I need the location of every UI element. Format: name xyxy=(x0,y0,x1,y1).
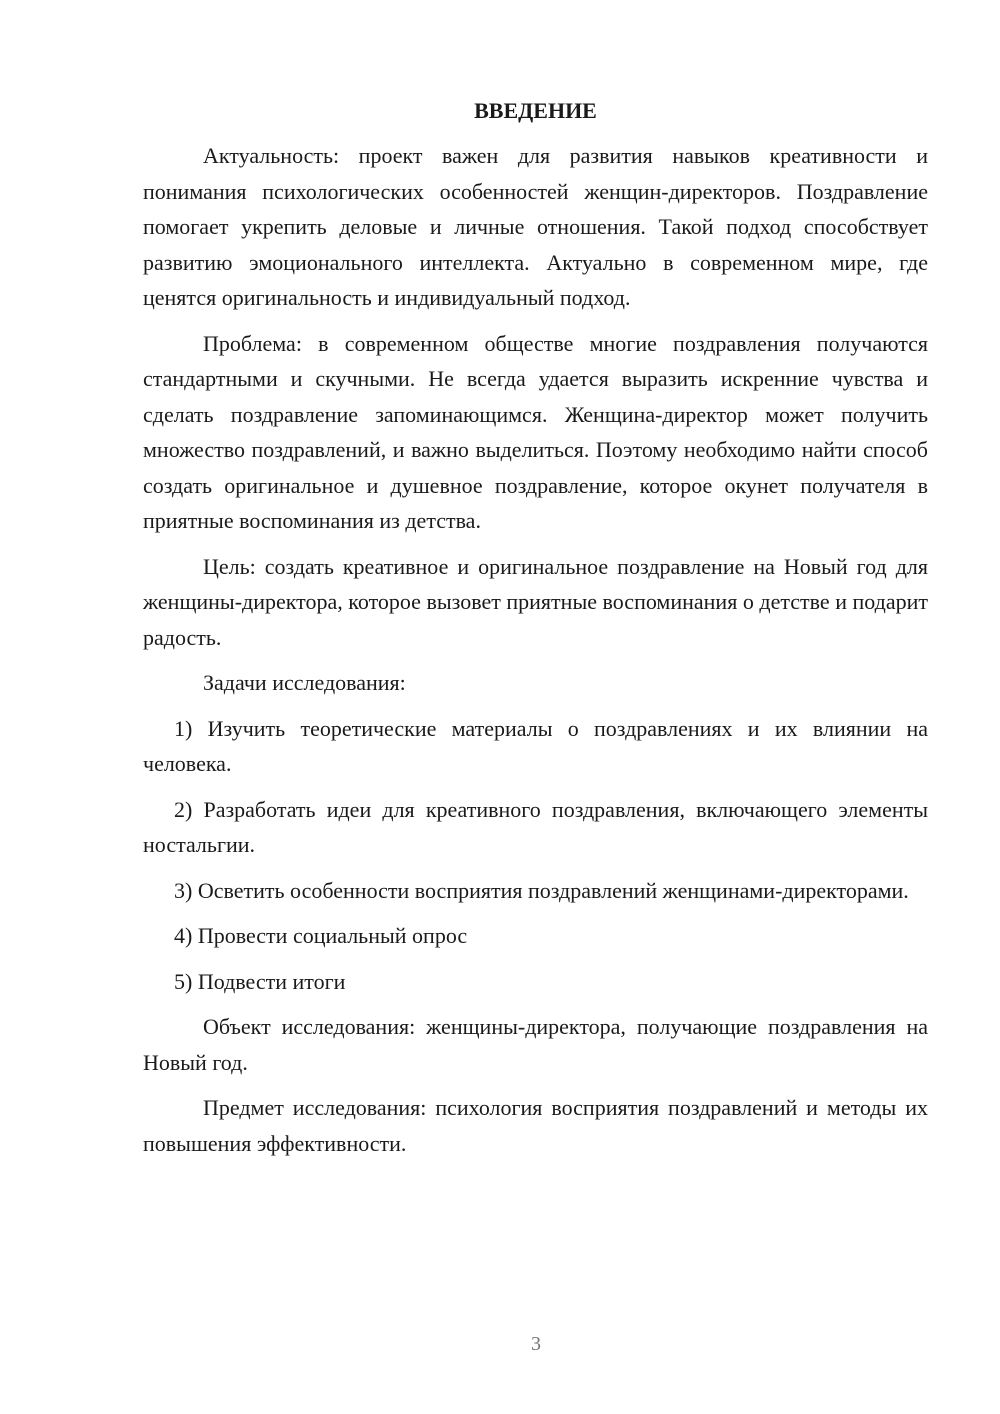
task-item-1: 1) Изучить теоретические материалы о поздравлениях и их влиянии на человека. xyxy=(143,715,928,776)
paragraph-problem: Проблема: в современном обществе многие поздравления получаются стандартными и скучными. Не всегда удается выразить искренние чувства и сделать поздравление запоминающимся. Женщина-директор может получить множество поздравлений, и важно выделиться. Поэтому необходимо найти способ создать оригинальное и душевное поздравление, которое окунет получателя в приятные воспоминания из детства. xyxy=(143,330,928,533)
paragraph-relevance: Актуальность: проект важен для развития навыков креативности и понимания психологических особенностей женщин-директоров. Поздравление помогает укрепить деловые и личные отношения. Такой подход способствует развитию эмоционального интеллекта. Актуально в современном мире, где ценятся оригинальность и индивидуальный подход. xyxy=(143,143,928,310)
task-item-2: 2) Разработать идеи для креативного поздравления, включающего элементы ностальгии. xyxy=(143,796,928,857)
task-item-5: 5) Подвести итоги xyxy=(174,968,346,994)
paragraph-object: Объект исследования: женщины-директора, получающие поздравления на Новый год. xyxy=(143,1014,928,1075)
task-item-4: 4) Провести социальный опрос xyxy=(174,923,468,948)
page-number: 3 xyxy=(531,1333,541,1355)
paragraph-goal: Цель: создать креативное и оригинальное поздравление на Новый год для женщины-директора, которое вызовет приятные воспоминания о детстве и подарит радость. xyxy=(143,553,928,650)
paragraph-subject: Предмет исследования: психология восприятия поздравлений и методы их повышения эффективности. xyxy=(143,1095,928,1156)
section-heading: ВВЕДЕНИЕ xyxy=(474,98,597,123)
document-page xyxy=(143,96,928,1161)
paragraph-tasks-heading: Задачи исследования: xyxy=(203,670,406,695)
task-item-3: 3) Осветить особенности восприятия поздравлений женщинами-директорами. xyxy=(174,877,909,903)
